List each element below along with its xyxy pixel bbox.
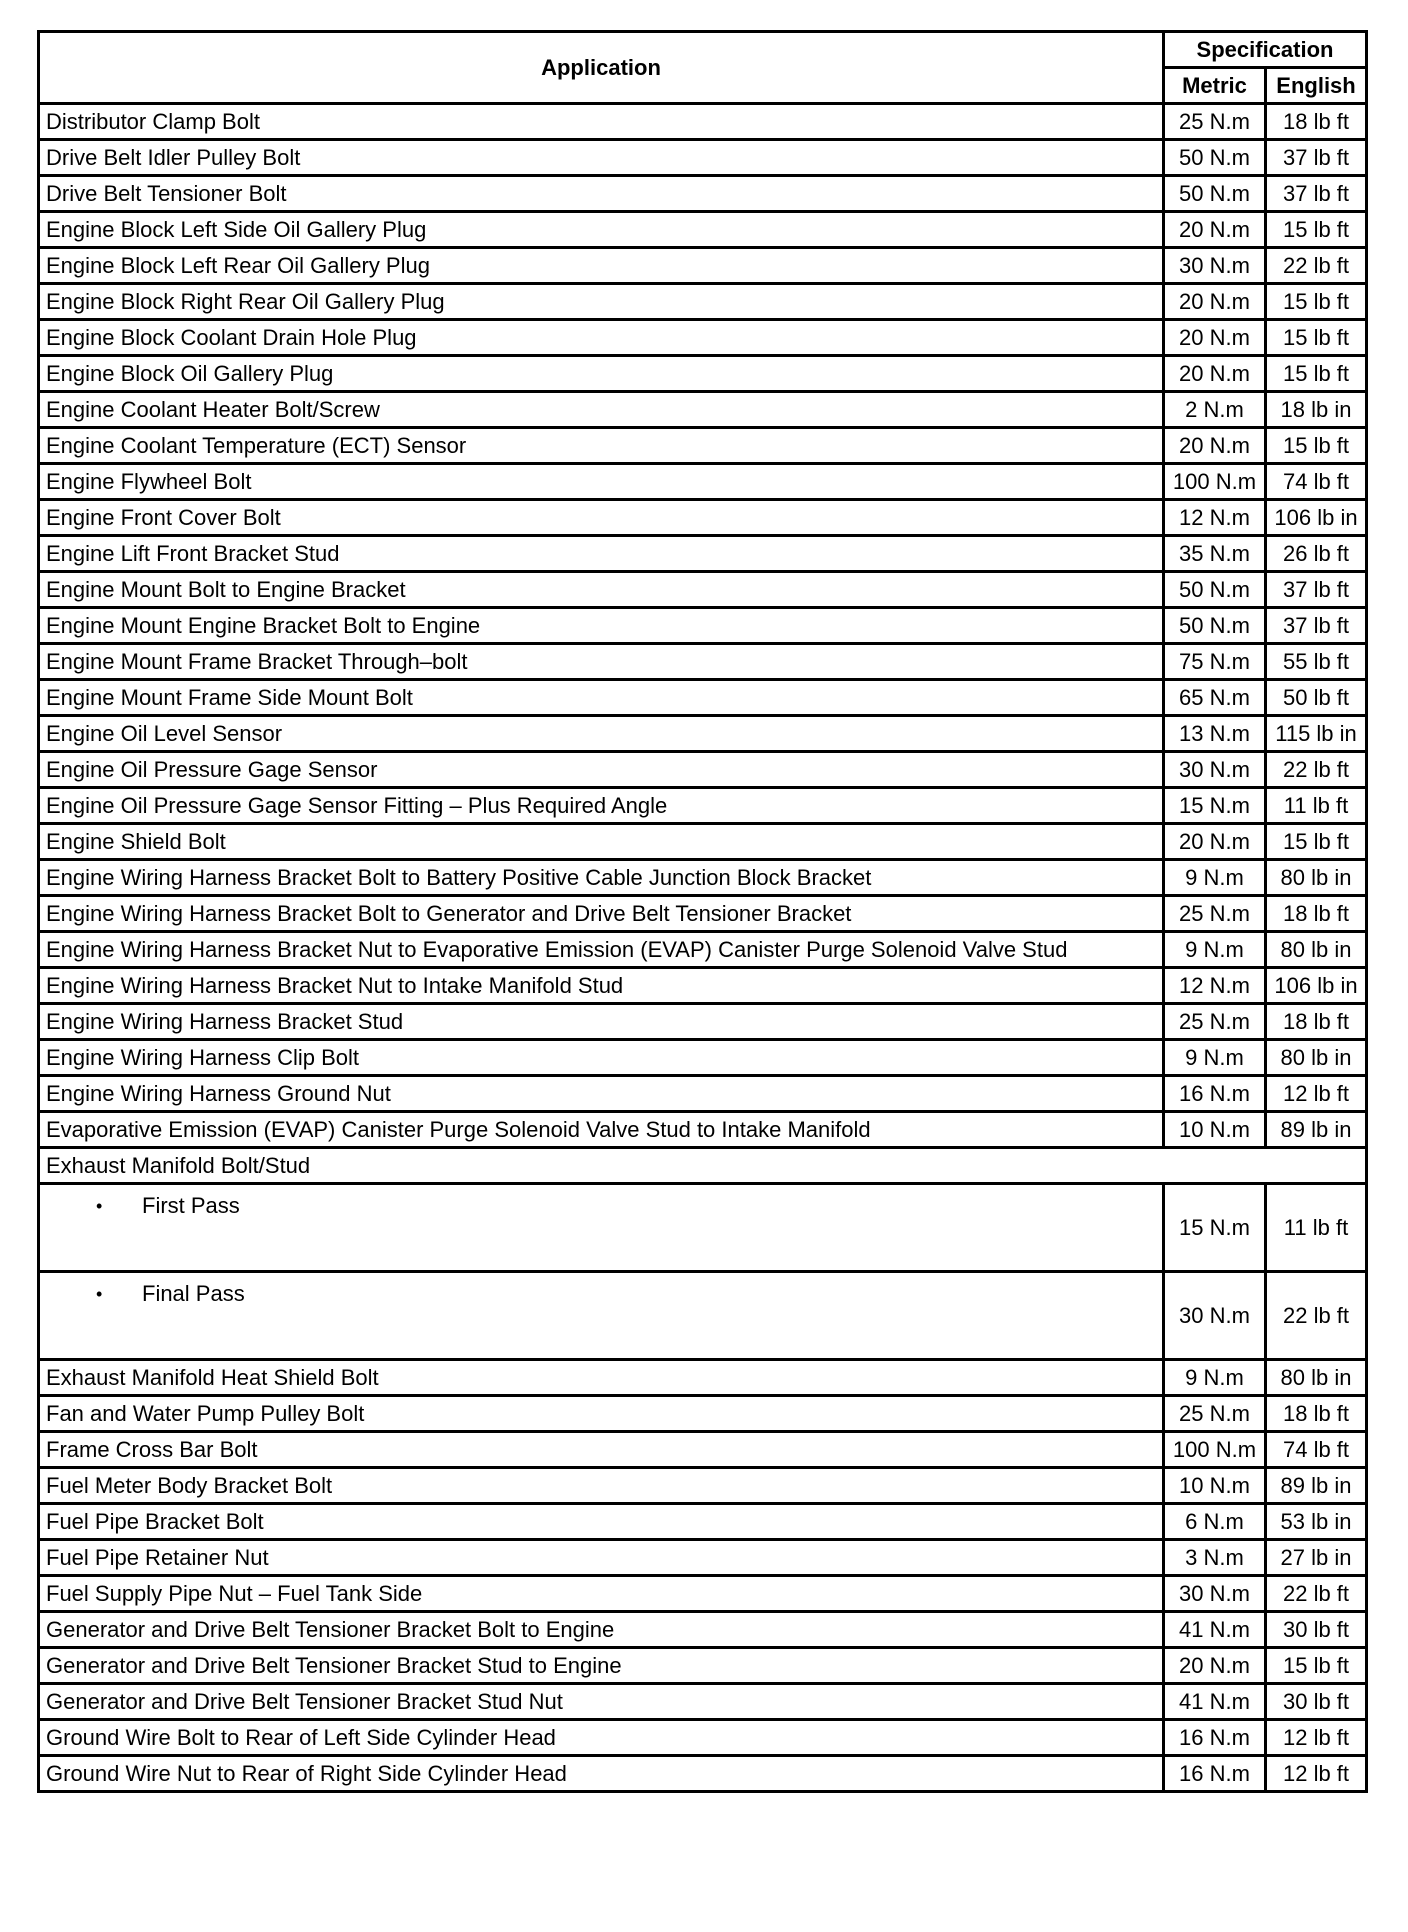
application-cell: Engine Coolant Heater Bolt/Screw xyxy=(39,392,1164,428)
metric-cell: 50 N.m xyxy=(1164,572,1266,608)
application-cell: Engine Wiring Harness Bracket Bolt to Generator and Drive Belt Tensioner Bracket xyxy=(39,896,1164,932)
bullet-item xyxy=(46,1195,1156,1217)
torque-spec-table xyxy=(37,30,1368,1793)
metric-cell: 20 N.m xyxy=(1164,284,1266,320)
metric-cell: 10 N.m xyxy=(1164,1468,1266,1504)
metric-cell: 2 N.m xyxy=(1164,392,1266,428)
english-cell: 12 lb ft xyxy=(1266,1756,1367,1792)
application-cell: Engine Wiring Harness Bracket Stud xyxy=(39,1004,1164,1040)
application-cell: Engine Shield Bolt xyxy=(39,824,1164,860)
english-cell: 80 lb in xyxy=(1266,1360,1367,1396)
table-row xyxy=(39,608,1367,644)
english-cell: 80 lb in xyxy=(1266,932,1367,968)
english-cell: 30 lb ft xyxy=(1266,1684,1367,1720)
application-cell: Ground Wire Nut to Rear of Right Side Cylinder Head xyxy=(39,1756,1164,1792)
english-cell: 18 lb ft xyxy=(1266,896,1367,932)
metric-cell: 41 N.m xyxy=(1164,1612,1266,1648)
english-cell: 11 lb ft xyxy=(1266,1184,1367,1272)
metric-cell: 20 N.m xyxy=(1164,428,1266,464)
english-cell: 115 lb in xyxy=(1266,716,1367,752)
application-cell: Fuel Pipe Bracket Bolt xyxy=(39,1504,1164,1540)
table-row xyxy=(39,1396,1367,1432)
english-cell: 37 lb ft xyxy=(1266,176,1367,212)
application-cell: Distributor Clamp Bolt xyxy=(39,104,1164,140)
application-cell xyxy=(39,1184,1164,1272)
metric-cell: 35 N.m xyxy=(1164,536,1266,572)
application-cell: Engine Oil Level Sensor xyxy=(39,716,1164,752)
application-cell: Engine Wiring Harness Bracket Bolt to Battery Positive Cable Junction Block Bracket xyxy=(39,860,1164,896)
english-cell: 80 lb in xyxy=(1266,860,1367,896)
table-row xyxy=(39,1684,1367,1720)
application-cell: Drive Belt Tensioner Bolt xyxy=(39,176,1164,212)
metric-cell: 15 N.m xyxy=(1164,788,1266,824)
application-cell: Generator and Drive Belt Tensioner Bracket Stud to Engine xyxy=(39,1648,1164,1684)
english-cell: 12 lb ft xyxy=(1266,1076,1367,1112)
bullet-icon: • xyxy=(96,1284,103,1304)
application-cell: Engine Block Left Side Oil Gallery Plug xyxy=(39,212,1164,248)
metric-cell: 20 N.m xyxy=(1164,212,1266,248)
english-cell: 30 lb ft xyxy=(1266,1612,1367,1648)
english-cell: 55 lb ft xyxy=(1266,644,1367,680)
table-row xyxy=(39,1468,1367,1504)
metric-cell: 65 N.m xyxy=(1164,680,1266,716)
table-row xyxy=(39,176,1367,212)
table-row xyxy=(39,572,1367,608)
english-cell: 22 lb ft xyxy=(1266,1272,1367,1360)
english-cell: 15 lb ft xyxy=(1266,356,1367,392)
english-cell: 15 lb ft xyxy=(1266,284,1367,320)
table-row xyxy=(39,752,1367,788)
group-row xyxy=(39,1148,1367,1184)
table-row xyxy=(39,824,1367,860)
application-cell: Engine Lift Front Bracket Stud xyxy=(39,536,1164,572)
specification-header: Specification xyxy=(1164,32,1367,68)
english-cell: 74 lb ft xyxy=(1266,1432,1367,1468)
table-body xyxy=(39,104,1367,1792)
table-row xyxy=(39,1576,1367,1612)
english-cell: 12 lb ft xyxy=(1266,1720,1367,1756)
english-cell: 18 lb ft xyxy=(1266,1004,1367,1040)
english-cell: 15 lb ft xyxy=(1266,428,1367,464)
english-cell: 50 lb ft xyxy=(1266,680,1367,716)
metric-cell: 9 N.m xyxy=(1164,860,1266,896)
table-row xyxy=(39,644,1367,680)
application-cell: Fuel Pipe Retainer Nut xyxy=(39,1540,1164,1576)
application-cell: Engine Mount Frame Bracket Through–bolt xyxy=(39,644,1164,680)
application-cell: Engine Block Oil Gallery Plug xyxy=(39,356,1164,392)
english-cell: 15 lb ft xyxy=(1266,824,1367,860)
header-row-top xyxy=(39,32,1367,68)
metric-cell: 20 N.m xyxy=(1164,356,1266,392)
table-row xyxy=(39,104,1367,140)
table-row xyxy=(39,356,1367,392)
english-cell: 18 lb in xyxy=(1266,392,1367,428)
application-cell: Engine Mount Engine Bracket Bolt to Engine xyxy=(39,608,1164,644)
application-cell: Engine Mount Frame Side Mount Bolt xyxy=(39,680,1164,716)
table-row xyxy=(39,860,1367,896)
metric-cell: 9 N.m xyxy=(1164,1360,1266,1396)
table-row xyxy=(39,140,1367,176)
metric-cell: 30 N.m xyxy=(1164,248,1266,284)
table-row xyxy=(39,1360,1367,1396)
application-cell: Engine Front Cover Bolt xyxy=(39,500,1164,536)
english-cell: 106 lb in xyxy=(1266,500,1367,536)
table-row xyxy=(39,1504,1367,1540)
application-cell: Frame Cross Bar Bolt xyxy=(39,1432,1164,1468)
bullet-item xyxy=(46,1283,1156,1305)
metric-cell: 20 N.m xyxy=(1164,824,1266,860)
sub-application-label: Final Pass xyxy=(142,1281,245,1306)
metric-cell: 3 N.m xyxy=(1164,1540,1266,1576)
table-row xyxy=(39,680,1367,716)
metric-cell: 20 N.m xyxy=(1164,320,1266,356)
metric-cell: 25 N.m xyxy=(1164,1396,1266,1432)
table-row xyxy=(39,464,1367,500)
application-cell: Fuel Supply Pipe Nut – Fuel Tank Side xyxy=(39,1576,1164,1612)
application-cell: Engine Block Right Rear Oil Gallery Plug xyxy=(39,284,1164,320)
table-row xyxy=(39,248,1367,284)
sub-application-label: First Pass xyxy=(142,1193,240,1218)
metric-cell: 16 N.m xyxy=(1164,1076,1266,1112)
english-cell: 22 lb ft xyxy=(1266,752,1367,788)
application-cell: Ground Wire Bolt to Rear of Left Side Cylinder Head xyxy=(39,1720,1164,1756)
metric-cell: 100 N.m xyxy=(1164,464,1266,500)
english-cell: 15 lb ft xyxy=(1266,1648,1367,1684)
english-cell: 22 lb ft xyxy=(1266,248,1367,284)
english-cell: 27 lb in xyxy=(1266,1540,1367,1576)
metric-cell: 50 N.m xyxy=(1164,140,1266,176)
table-header xyxy=(39,32,1367,104)
metric-cell: 16 N.m xyxy=(1164,1756,1266,1792)
application-cell: Engine Coolant Temperature (ECT) Sensor xyxy=(39,428,1164,464)
table-row xyxy=(39,716,1367,752)
metric-cell: 9 N.m xyxy=(1164,1040,1266,1076)
application-cell: Fan and Water Pump Pulley Bolt xyxy=(39,1396,1164,1432)
metric-cell: 16 N.m xyxy=(1164,1720,1266,1756)
table-row xyxy=(39,788,1367,824)
application-cell: Engine Flywheel Bolt xyxy=(39,464,1164,500)
application-cell: Generator and Drive Belt Tensioner Bracket Bolt to Engine xyxy=(39,1612,1164,1648)
metric-cell: 30 N.m xyxy=(1164,752,1266,788)
application-cell: Exhaust Manifold Heat Shield Bolt xyxy=(39,1360,1164,1396)
english-cell: 53 lb in xyxy=(1266,1504,1367,1540)
table-row xyxy=(39,500,1367,536)
table-row xyxy=(39,1612,1367,1648)
table-row xyxy=(39,1432,1367,1468)
english-cell: 106 lb in xyxy=(1266,968,1367,1004)
metric-cell: 41 N.m xyxy=(1164,1684,1266,1720)
english-cell: 18 lb ft xyxy=(1266,1396,1367,1432)
metric-cell: 75 N.m xyxy=(1164,644,1266,680)
metric-header: Metric xyxy=(1164,68,1266,104)
english-cell: 18 lb ft xyxy=(1266,104,1367,140)
metric-cell: 50 N.m xyxy=(1164,608,1266,644)
table-row xyxy=(39,428,1367,464)
table-row xyxy=(39,968,1367,1004)
application-cell: Engine Mount Bolt to Engine Bracket xyxy=(39,572,1164,608)
table-row xyxy=(39,1756,1367,1792)
application-cell: Engine Block Left Rear Oil Gallery Plug xyxy=(39,248,1164,284)
application-cell xyxy=(39,1272,1164,1360)
table-row xyxy=(39,392,1367,428)
table-row xyxy=(39,932,1367,968)
english-cell: 37 lb ft xyxy=(1266,572,1367,608)
metric-cell: 15 N.m xyxy=(1164,1184,1266,1272)
table-row xyxy=(39,212,1367,248)
table-row xyxy=(39,1648,1367,1684)
metric-cell: 50 N.m xyxy=(1164,176,1266,212)
english-cell: 37 lb ft xyxy=(1266,140,1367,176)
application-cell: Engine Wiring Harness Clip Bolt xyxy=(39,1040,1164,1076)
english-cell: 74 lb ft xyxy=(1266,464,1367,500)
application-cell: Engine Oil Pressure Gage Sensor Fitting – Plus Required Angle xyxy=(39,788,1164,824)
application-cell: Fuel Meter Body Bracket Bolt xyxy=(39,1468,1164,1504)
metric-cell: 12 N.m xyxy=(1164,968,1266,1004)
metric-cell: 13 N.m xyxy=(1164,716,1266,752)
table-row xyxy=(39,896,1367,932)
english-cell: 89 lb in xyxy=(1266,1468,1367,1504)
english-cell: 15 lb ft xyxy=(1266,212,1367,248)
application-cell: Engine Block Coolant Drain Hole Plug xyxy=(39,320,1164,356)
metric-cell: 30 N.m xyxy=(1164,1576,1266,1612)
sub-row xyxy=(39,1184,1367,1272)
english-cell: 89 lb in xyxy=(1266,1112,1367,1148)
sub-row xyxy=(39,1272,1367,1360)
table-row xyxy=(39,1540,1367,1576)
english-cell: 80 lb in xyxy=(1266,1040,1367,1076)
application-cell: Exhaust Manifold Bolt/Stud xyxy=(39,1148,1367,1184)
english-cell: 26 lb ft xyxy=(1266,536,1367,572)
english-cell: 37 lb ft xyxy=(1266,608,1367,644)
bullet-icon: • xyxy=(96,1196,103,1216)
metric-cell: 10 N.m xyxy=(1164,1112,1266,1148)
metric-cell: 100 N.m xyxy=(1164,1432,1266,1468)
application-cell: Evaporative Emission (EVAP) Canister Purge Solenoid Valve Stud to Intake Manifold xyxy=(39,1112,1164,1148)
table-row xyxy=(39,1720,1367,1756)
application-cell: Engine Oil Pressure Gage Sensor xyxy=(39,752,1164,788)
application-cell: Engine Wiring Harness Bracket Nut to Evaporative Emission (EVAP) Canister Purge Solenoid Valve Stud xyxy=(39,932,1164,968)
metric-cell: 25 N.m xyxy=(1164,104,1266,140)
metric-cell: 20 N.m xyxy=(1164,1648,1266,1684)
metric-cell: 25 N.m xyxy=(1164,1004,1266,1040)
english-cell: 22 lb ft xyxy=(1266,1576,1367,1612)
table-row xyxy=(39,284,1367,320)
application-header: Application xyxy=(39,32,1164,104)
application-cell: Generator and Drive Belt Tensioner Bracket Stud Nut xyxy=(39,1684,1164,1720)
application-cell: Engine Wiring Harness Ground Nut xyxy=(39,1076,1164,1112)
metric-cell: 12 N.m xyxy=(1164,500,1266,536)
table-row xyxy=(39,320,1367,356)
table-row xyxy=(39,536,1367,572)
english-header: English xyxy=(1266,68,1367,104)
table-row xyxy=(39,1112,1367,1148)
table-row xyxy=(39,1040,1367,1076)
metric-cell: 30 N.m xyxy=(1164,1272,1266,1360)
english-cell: 11 lb ft xyxy=(1266,788,1367,824)
metric-cell: 9 N.m xyxy=(1164,932,1266,968)
english-cell: 15 lb ft xyxy=(1266,320,1367,356)
metric-cell: 6 N.m xyxy=(1164,1504,1266,1540)
metric-cell: 25 N.m xyxy=(1164,896,1266,932)
table-row xyxy=(39,1004,1367,1040)
application-cell: Drive Belt Idler Pulley Bolt xyxy=(39,140,1164,176)
table-row xyxy=(39,1076,1367,1112)
application-cell: Engine Wiring Harness Bracket Nut to Intake Manifold Stud xyxy=(39,968,1164,1004)
